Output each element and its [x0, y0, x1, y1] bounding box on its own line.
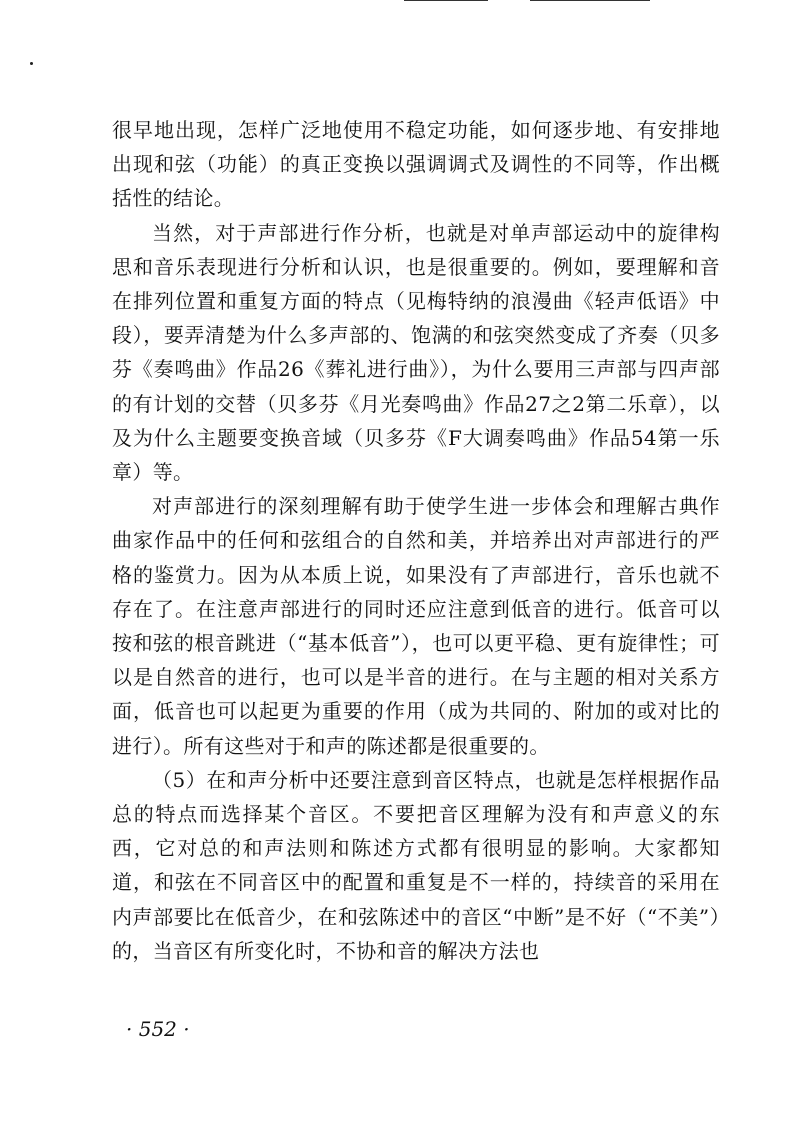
top-rule-right	[530, 0, 650, 1]
paragraph-1: 很早地出现，怎样广泛地使用不稳定功能，如何逐步地、有安排地出现和弦（功能）的真正变换以强调调式及调性的不同等，作出概括性的结论。	[112, 118, 720, 211]
paragraph-2: 当然，对于声部进行作分析，也就是对单声部运动中的旋律构思和音乐表现进行分析和认识，也是很重要的。例如，要理解和音在排列位置和重复方面的特点（见梅特纳的浪漫曲《轻声低语》中段），要弄清楚为什么多声部的、饱满的和弦突然变成了齐奏（贝多芬《奏鸣曲》作品26《葬礼进行曲》），为什么要用三声部与四声部的有计划的交替（贝多芬《月光奏鸣曲》作品27之2第二乐章），以及为什么主题要变换音域（贝多芬《F大调奏鸣曲》作品54第一乐章）等。	[112, 220, 720, 485]
paragraph-4: （5）在和声分析中还要注意到音区特点，也就是怎样根据作品总的特点而选择某个音区。不要把音区理解为没有和声意义的东西，它对总的和声法则和陈述方式都有很明显的影响。大家都知道，和弦在不同音区中的配置和重复是不一样的，持续音的采用在内声部要比在低音少，在和弦陈述中的音区“中断”是不好（“不美”）的，当音区有所变化时，不协和音的解决方法也	[112, 767, 720, 963]
scan-mark	[30, 62, 33, 65]
body-text	[112, 113, 720, 968]
page-number: · 552 ·	[126, 1017, 190, 1041]
top-rule-left	[404, 0, 488, 1]
paragraph-3: 对声部进行的深刻理解有助于使学生进一步体会和理解古典作曲家作品中的任何和弦组合的自然和美，并培养出对声部进行的严格的鉴赏力。因为从本质上说，如果没有了声部进行，音乐也就不存在了。在注意声部进行的同时还应注意到低音的进行。低音可以按和弦的根音跳进（“基本低音”），也可以更平稳、更有旋律性；可以是自然音的进行，也可以是半音的进行。在与主题的相对关系方面，低音也可以起更为重要的作用（成为共同的、附加的或对比的进行）。所有这些对于和声的陈述都是很重要的。	[112, 494, 720, 758]
